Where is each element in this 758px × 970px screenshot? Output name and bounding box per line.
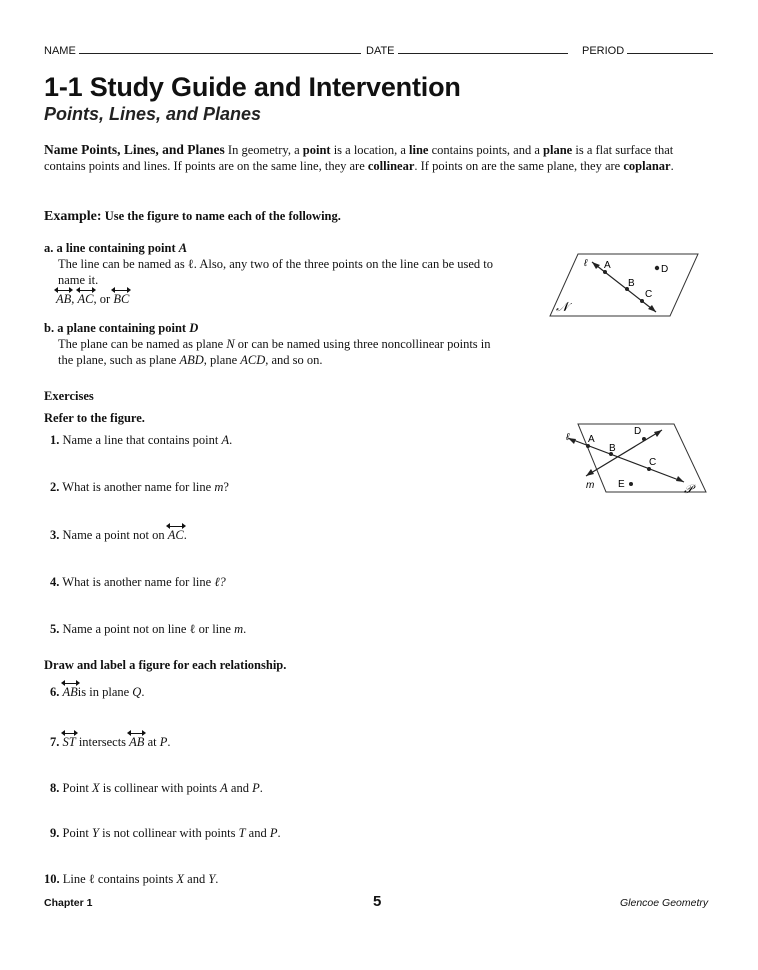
- q-text: Line ℓ contains points: [62, 872, 177, 886]
- intro-text: In geometry, a: [224, 143, 303, 157]
- term-collinear: collinear: [367, 159, 415, 173]
- text: , and so on.: [265, 353, 323, 367]
- date-blank[interactable]: [398, 42, 568, 54]
- q-number: 5.: [50, 622, 60, 636]
- example-b-line2: [58, 352, 558, 368]
- q-text: .: [229, 433, 233, 447]
- q-var: m: [234, 622, 244, 636]
- example-b-point: D: [189, 321, 199, 335]
- intro-text: . If points on are the same plane, they are: [414, 159, 624, 173]
- line-ab-text: AB: [56, 292, 72, 306]
- q-text: .: [141, 685, 145, 699]
- q-var: T: [238, 826, 246, 840]
- name-blank[interactable]: [79, 42, 361, 54]
- intro-text: contains points, and a: [428, 143, 544, 157]
- example-b-heading: [44, 320, 198, 336]
- question-2: [50, 479, 229, 495]
- question-3: [50, 527, 187, 543]
- page-title: 1-1 Study Guide and Intervention: [44, 72, 461, 102]
- question-1: [50, 432, 232, 448]
- refer-figure: Refer to the figure.: [44, 411, 145, 425]
- label-c: C: [645, 289, 653, 300]
- example-instruction: Use the figure to name each of the following.: [104, 209, 341, 223]
- example-a-line1: The line can be named as ℓ. Also, any two of the three points on the line can be used to: [58, 257, 494, 271]
- q-number: 10.: [44, 872, 60, 886]
- label-d: D: [661, 264, 669, 275]
- label-plane-n: 𝒩: [556, 299, 569, 314]
- q-text: .: [167, 735, 171, 749]
- q-text: and: [227, 781, 253, 795]
- term-plane: plane: [543, 143, 573, 157]
- q-var: A: [221, 433, 230, 447]
- q-var: P: [159, 735, 168, 749]
- example-a-answers: [56, 291, 129, 307]
- intro-heading: Name Points, Lines, and Planes: [44, 142, 225, 157]
- page-subtitle: Points, Lines, and Planes: [44, 104, 262, 124]
- q-number: 3.: [50, 528, 60, 542]
- question-9: [50, 825, 281, 841]
- term-line: line: [409, 143, 429, 157]
- label-l: ℓ: [566, 432, 570, 443]
- exercises-heading: Exercises: [44, 389, 94, 403]
- footer-chapter: Chapter 1: [44, 897, 93, 909]
- q-number: 7.: [50, 735, 60, 749]
- question-7: [50, 734, 171, 750]
- point-d-dot: [655, 266, 659, 270]
- example-a-point: A: [178, 241, 188, 255]
- label-a: A: [588, 434, 595, 445]
- text: , plane: [203, 353, 241, 367]
- q-var: Y: [208, 872, 216, 886]
- question-6: [50, 684, 144, 700]
- line-ac-notation: [168, 527, 184, 543]
- q-var: Y: [92, 826, 99, 840]
- name-field[interactable]: [44, 42, 361, 57]
- point-e-dot: [629, 482, 633, 486]
- q-var: A: [220, 781, 228, 795]
- arrow-head-icon: [586, 469, 594, 476]
- q-var: X: [176, 872, 185, 886]
- period-field[interactable]: [582, 42, 713, 57]
- q-number: 9.: [50, 826, 60, 840]
- line-ab-notation: [56, 291, 71, 307]
- draw-heading: Draw and label a figure for each relationship.: [44, 658, 287, 672]
- q-var: P: [269, 826, 278, 840]
- q-text: is in plane: [77, 685, 133, 699]
- q-text: What is another name for line: [62, 575, 215, 589]
- q-text: is collinear with points: [99, 781, 221, 795]
- q-text: at: [144, 735, 160, 749]
- example-label: Example:: [44, 209, 102, 224]
- q-var: Q: [132, 685, 142, 699]
- line-bc-text: BC: [113, 292, 130, 306]
- q-text: .: [259, 781, 263, 795]
- footer-page-number: 5: [373, 893, 382, 910]
- q-text: .: [183, 528, 187, 542]
- label-c: C: [649, 457, 657, 468]
- q-text: and: [184, 872, 209, 886]
- example-b-text: b. a plane containing point: [44, 321, 190, 335]
- label-e: E: [618, 479, 625, 490]
- q-text: Point: [62, 826, 93, 840]
- q-text: intersects: [75, 735, 130, 749]
- date-label: DATE: [366, 45, 395, 57]
- label-a: A: [604, 260, 611, 271]
- q-var: ℓ?: [214, 575, 226, 589]
- example-a-line2: name it.: [58, 273, 99, 287]
- text: the plane, such as plane: [58, 353, 180, 367]
- q-text: .: [277, 826, 281, 840]
- arrow-head-icon: [654, 430, 662, 437]
- q-text: Name a line that contains point: [62, 433, 222, 447]
- line-st-notation: [63, 734, 76, 750]
- name-label: NAME: [44, 45, 76, 57]
- q-number: 4.: [50, 575, 60, 589]
- example-a-heading: [44, 240, 187, 256]
- example-heading: [44, 208, 341, 225]
- label-plane-p: 𝒫: [684, 482, 693, 496]
- intro-text: is a location, a: [330, 143, 410, 157]
- arrow-head-icon: [676, 476, 684, 482]
- intro-text: is a flat surface that contains points and lines. If points are on the same line, they are: [44, 143, 674, 173]
- q-text: .: [215, 872, 219, 886]
- plane-parallelogram: [550, 254, 698, 316]
- q-var: AC: [167, 528, 184, 542]
- q-text: What is another name for line: [62, 480, 215, 494]
- q-var: ST: [62, 735, 76, 749]
- q-var: X: [92, 781, 100, 795]
- q-text: ?: [223, 480, 229, 494]
- example-b-body: [58, 336, 558, 368]
- term-coplanar: coplanar: [623, 159, 671, 173]
- label-m: m: [586, 480, 595, 491]
- q-text: is not collinear with points: [98, 826, 239, 840]
- q-number: 6.: [50, 685, 60, 699]
- point-d-dot: [642, 437, 646, 441]
- example-a-body: [58, 256, 538, 288]
- q-text: Point: [62, 781, 93, 795]
- figure-plane-n: [548, 248, 700, 322]
- line-l: [568, 438, 684, 482]
- q-text: and: [245, 826, 270, 840]
- plane-n: N: [226, 337, 235, 351]
- plane-acd: ACD: [240, 353, 266, 367]
- example-b-line1: [58, 336, 558, 352]
- q-var: AB: [62, 685, 78, 699]
- label-l: ℓ: [584, 258, 588, 269]
- q-text: Name a point not on line ℓ or line: [62, 622, 235, 636]
- period-label: PERIOD: [582, 45, 625, 57]
- q-text: Name a point not on: [62, 528, 168, 542]
- label-b: B: [609, 443, 616, 454]
- line-ac-notation: [78, 291, 94, 307]
- line-l: [592, 262, 656, 312]
- text: The plane can be named as plane: [58, 337, 227, 351]
- question-8: [50, 780, 263, 796]
- example-a-text: a. a line containing point: [44, 241, 179, 255]
- text: or can be named using three noncollinear points in: [234, 337, 491, 351]
- q-var: AB: [129, 735, 145, 749]
- line-ac-text: AC: [77, 292, 94, 306]
- q-number: 8.: [50, 781, 60, 795]
- q-text: .: [243, 622, 247, 636]
- question-10: [44, 871, 218, 887]
- label-b: B: [628, 278, 635, 289]
- line-bc-notation: [113, 291, 129, 307]
- separator: ,: [71, 292, 78, 306]
- question-5: [50, 621, 246, 637]
- footer-book: Glencoe Geometry: [620, 897, 709, 909]
- q-var: P: [252, 781, 260, 795]
- period-blank[interactable]: [627, 42, 713, 54]
- intro-text: .: [670, 159, 674, 173]
- q-number: 2.: [50, 480, 60, 494]
- date-field[interactable]: [366, 42, 568, 57]
- line-ab-notation: [129, 734, 144, 750]
- separator: , or: [93, 292, 114, 306]
- plane-abd: ABD: [179, 353, 204, 367]
- term-point: point: [302, 143, 331, 157]
- point-c-dot: [640, 299, 644, 303]
- q-number: 1.: [50, 433, 60, 447]
- figure-plane-p: [556, 418, 710, 498]
- label-d: D: [634, 426, 642, 437]
- question-4: [50, 574, 226, 590]
- intro-paragraph: [44, 142, 716, 174]
- line-ab-notation: [63, 684, 78, 700]
- q-var: m: [214, 480, 224, 494]
